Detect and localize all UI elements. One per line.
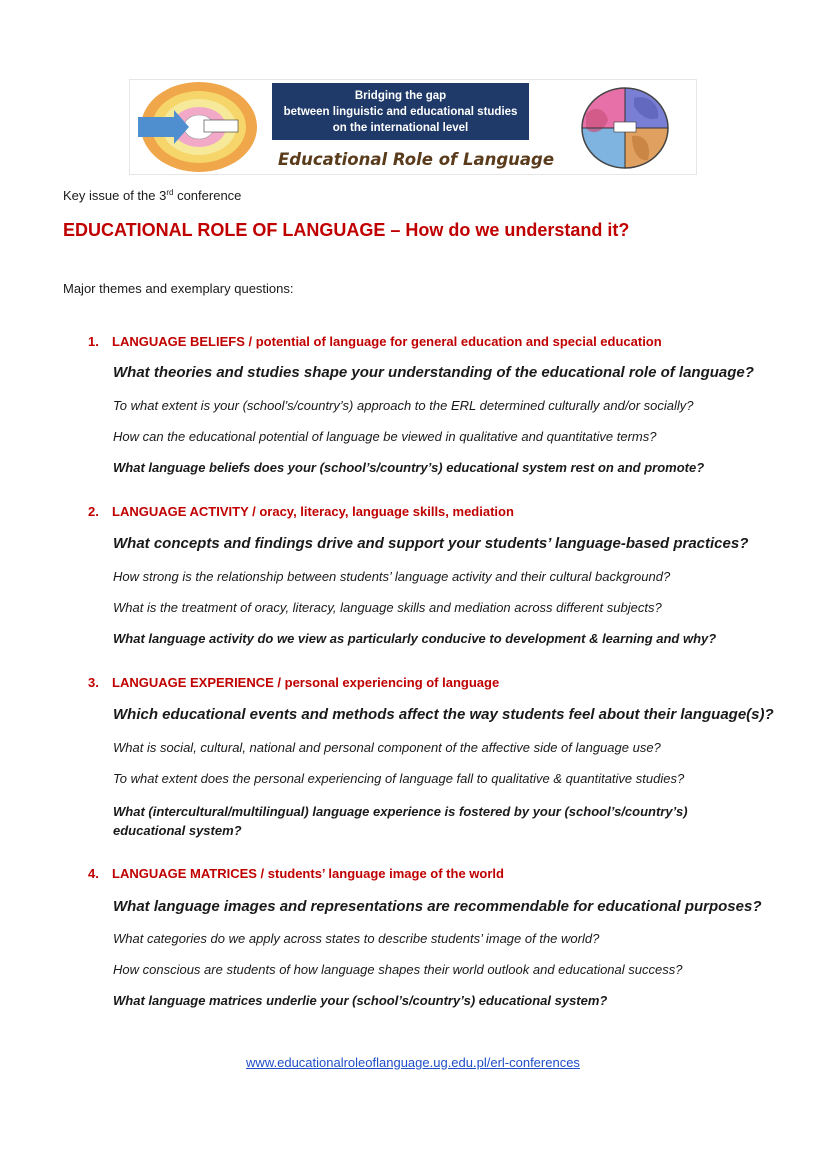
theme-heading-2 xyxy=(88,504,514,519)
banner-subtitle: Educational Role of Language xyxy=(278,150,555,169)
theme-3-lead-question: Which educational events and methods affect the way students feel about their language(s)? xyxy=(113,706,774,723)
world-map-globe-logo xyxy=(578,84,672,172)
theme-number: 2. xyxy=(88,504,99,519)
theme-1-lead-question: What theories and studies shape your understanding of the educational role of language? xyxy=(113,364,754,381)
theme-number: 3. xyxy=(88,675,99,690)
theme-4-lead-question: What language images and representations are recommendable for educational purposes? xyxy=(113,898,762,915)
banner-line-2: between linguistic and educational studies xyxy=(283,106,518,118)
theme-2-question-3: What language activity do we view as particularly conducive to development & learning and why? xyxy=(113,631,717,646)
theme-1-question-3: What language beliefs does your (school’s/country’s) educational system rest on and promote? xyxy=(113,460,705,475)
page-title: EDUCATIONAL ROLE OF LANGUAGE – How do we understand it? xyxy=(63,220,630,240)
theme-1-question-2: How can the educational potential of language be viewed in qualitative and quantitative terms? xyxy=(113,429,657,444)
theme-3-question-3: What (intercultural/multilingual) language experience is fostered by your (school’s/country’s) educational system? xyxy=(113,804,688,838)
theme-heading-text: LANGUAGE EXPERIENCE / personal experiencing of language xyxy=(112,675,500,690)
theme-3-question-2: To what extent does the personal experiencing of language fall to qualitative & quantitative studies? xyxy=(113,771,685,786)
theme-4-question-3: What language matrices underlie your (school’s/country’s) educational system? xyxy=(113,993,608,1008)
conference-banner xyxy=(129,79,697,175)
key-issue-prefix: Key issue of the 3 xyxy=(63,188,167,203)
theme-4-question-1: What categories do we apply across states to describe students’ image of the world? xyxy=(113,931,600,946)
theme-heading-1 xyxy=(88,334,662,349)
erl-concentric-logo xyxy=(134,80,264,174)
theme-2-question-2: What is the treatment of oracy, literacy, language skills and mediation across different subjects? xyxy=(113,600,662,615)
theme-3-question-1: What is social, cultural, national and personal component of the affective side of language use? xyxy=(113,740,661,755)
theme-2-question-1: How strong is the relationship between students’ language activity and their cultural background? xyxy=(113,569,671,584)
theme-heading-text: LANGUAGE ACTIVITY / oracy, literacy, language skills, mediation xyxy=(112,504,514,519)
theme-heading-text: LANGUAGE BELIEFS / potential of language for general education and special education xyxy=(112,334,662,349)
banner-line-3: on the international level xyxy=(332,122,469,134)
key-issue-suffix: conference xyxy=(173,188,242,203)
key-issue-line xyxy=(63,188,241,203)
theme-number: 1. xyxy=(88,334,99,349)
theme-4-question-2: How conscious are students of how language shapes their world outlook and educational success? xyxy=(113,962,683,977)
theme-heading-4 xyxy=(88,866,504,881)
conference-website-link[interactable]: www.educationalroleoflanguage.ug.edu.pl/erl-conferences xyxy=(246,1055,580,1070)
intro-text: Major themes and exemplary questions: xyxy=(63,281,294,296)
theme-heading-text: LANGUAGE MATRICES / students’ language image of the world xyxy=(112,866,504,881)
theme-number: 4. xyxy=(88,866,99,881)
banner-line-1: Bridging the gap xyxy=(354,90,447,102)
theme-heading-3 xyxy=(88,675,499,690)
key-issue-ordinal: rd xyxy=(166,188,174,197)
banner-title-box xyxy=(272,83,529,140)
theme-1-question-1: To what extent is your (school’s/country’s) approach to the ERL determined culturally and/or socially? xyxy=(113,398,694,413)
theme-2-lead-question: What concepts and findings drive and support your students’ language-based practices? xyxy=(113,535,749,552)
